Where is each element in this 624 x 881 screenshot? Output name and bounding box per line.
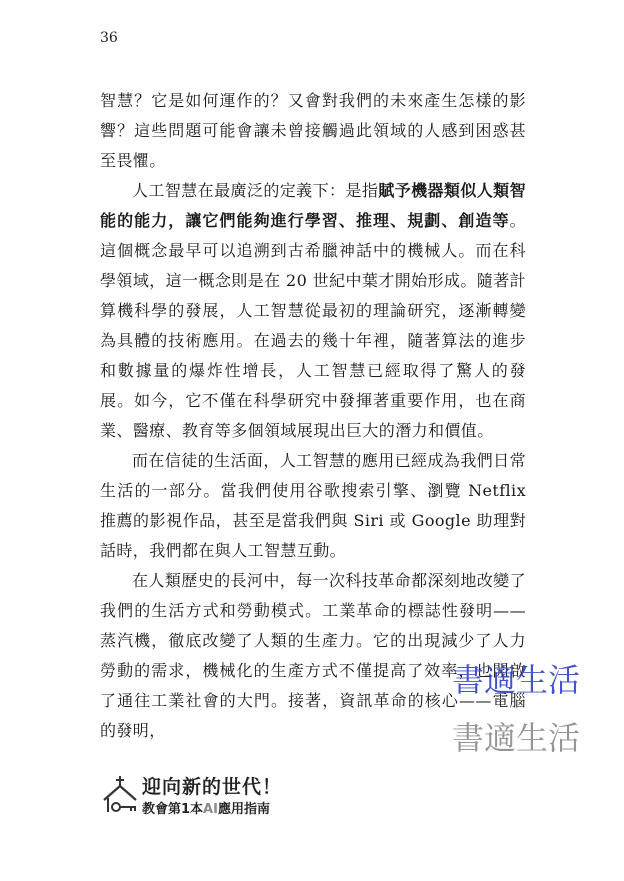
paragraph: [100, 446, 526, 566]
paragraph: [100, 86, 526, 176]
footer-subtitle-after: 應用指南: [217, 802, 270, 817]
watermark-gray: 書適生活: [452, 719, 581, 757]
watermark-blue: 書適生活: [452, 661, 581, 699]
paragraph-text: 在人類歷史的長河中，每一次科技革命都深刻地改變了我們的生活方式和勞動模式。工業革命的標誌性發明——蒸汽機，徹底改變了人類的生產力。它的出現減少了人力勞動的需求，機械化的生產方式不僅提高了效率，也開啟了通往工業社會的大門。接著，資訊革命的核心——電腦的發明，: [100, 571, 526, 740]
page-number: 36: [100, 30, 118, 46]
footer-subtitle: [142, 798, 270, 817]
paragraph-text: 人工智慧在最廣泛的定義下：是指: [132, 181, 379, 200]
paragraph-text: 而在信徒的生活面，人工智慧的應用已經成為我們日常生活的一部分。當我們使用谷歌搜索引擎、瀏覽 Netflix 推薦的影視作品，甚至是當我們與 Siri 或 Google 助理對話時，我們都在與人工智慧互動。: [100, 451, 526, 560]
church-key-icon: [100, 774, 140, 822]
footer-book-title: [100, 772, 320, 822]
footer-subtitle-ai: AI: [203, 802, 218, 817]
emphasis-text: 賦予機器類似人類智能的能力，讓它們能夠進行學習、推理、規劃、創造等: [100, 181, 526, 230]
paragraph-text: 智慧？它是如何運作的？又會對我們的未來產生怎樣的影響？這些問題可能會讓未曾接觸過此領域的人感到困惑甚至畏懼。: [100, 91, 526, 170]
paragraph: [100, 176, 526, 446]
footer-subtitle-before: 教會第1本: [142, 802, 204, 817]
footer-title: 迎向新的世代！: [142, 776, 283, 798]
body-text: [100, 86, 526, 746]
paragraph-text: 。這個概念最早可以追溯到古希臘神話中的機械人。而在科學領域，這一概念則是在 20 世紀中葉才開始形成。隨著計算機科學的發展，人工智慧從最初的理論研究，逐漸轉變為具體的技術應用。在過去的幾十年裡，隨著算法的進步和數據量的爆炸性增長，人工智慧已經取得了驚人的發展。如今，它不僅在科學研究中發揮著重要作用，也在商業、醫療、教育等多個領域展現出巨大的潛力和價值。: [100, 211, 526, 440]
